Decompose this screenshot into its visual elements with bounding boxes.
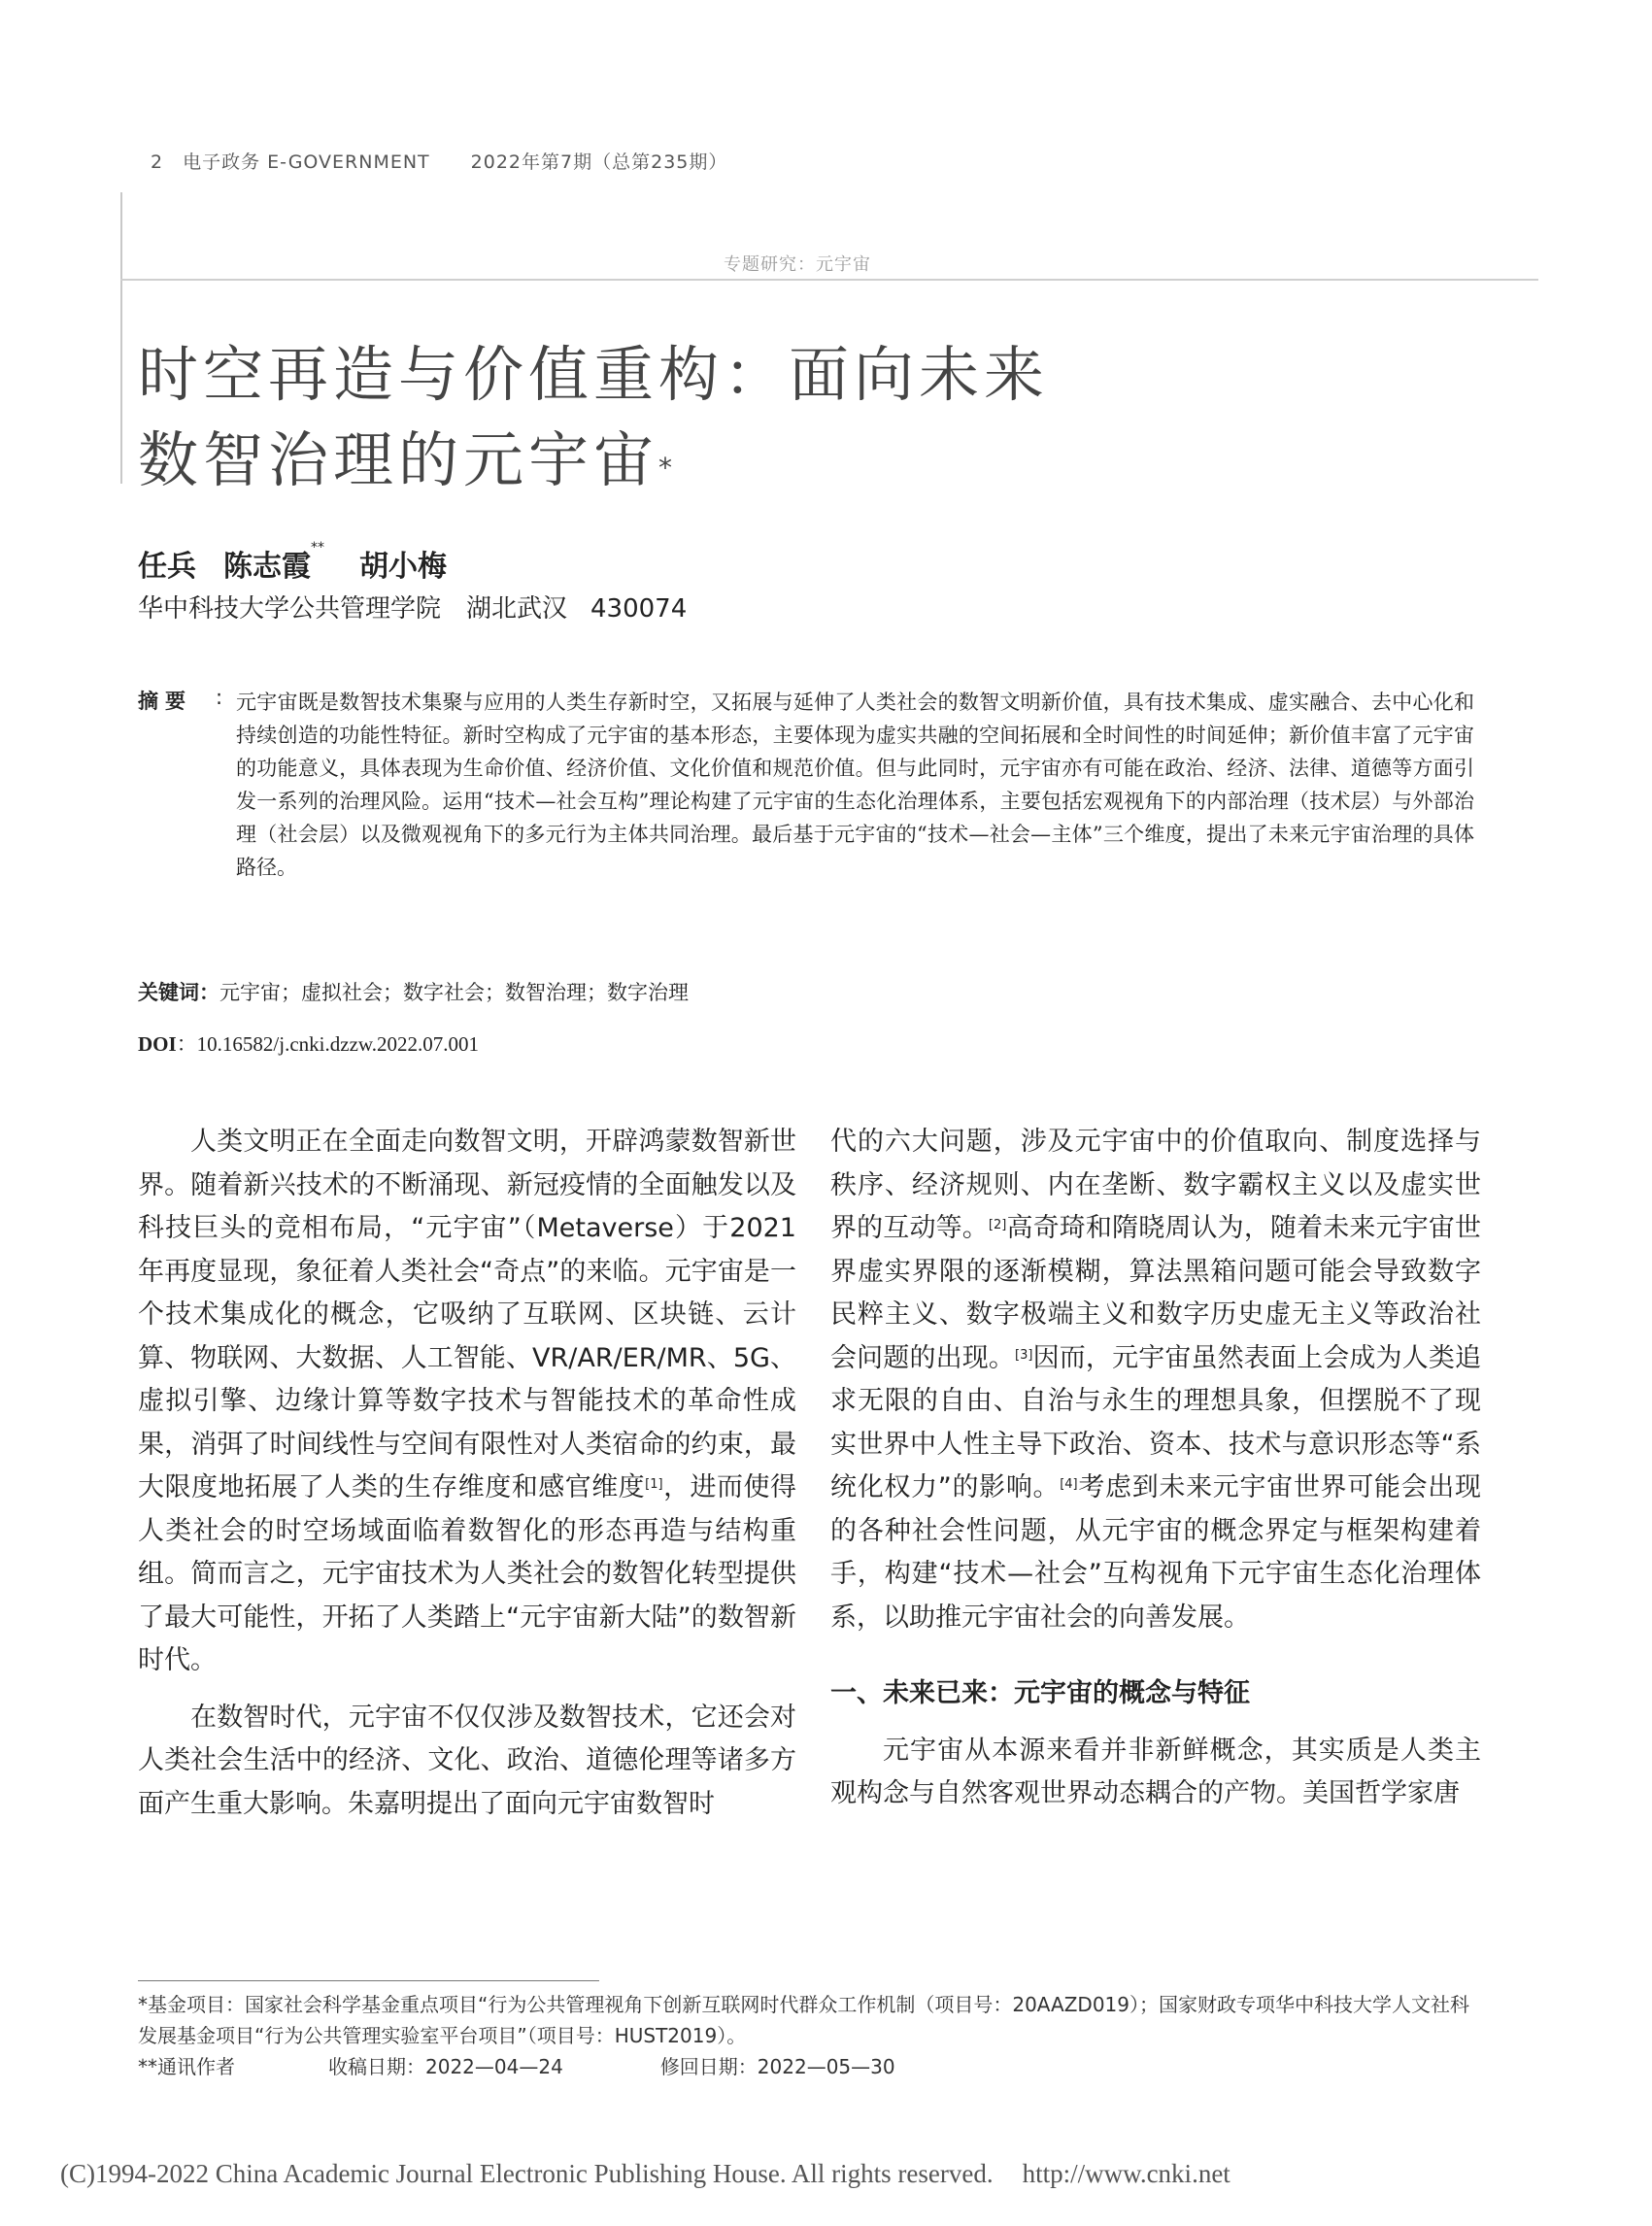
doi-label: DOI <box>138 1032 177 1056</box>
paragraph: 人类文明正在全面走向数智文明，开辟鸿蒙数智新世界。随着新兴技术的不断涌现、新冠疫情的全面触发以及科技巨头的竞相布局，“元宇宙”（Metaverse）于2021年再度显现，象征着人类社会“奇点”的来临。元宇宙是一个技术集成化的概念，它吸纳了互联网、区块链、云计算、物联网、大数据、人工智能、VR/AR/ER/MR、5G、虚拟引擎、边缘计算等数字技术与智能技术的革命性成果，消弭了时间线性与空间有限性对人类宿命的约束，最大限度地拓展了人类的生存维度和感官维度[1]，进而使得人类社会的时空场域面临着数智化的形态再造与结构重组。简而言之，元宇宙技术为人类社会的数智化转型提供了最大可能性，开拓了人类踏上“元宇宙新大陆”的数智新时代。 <box>138 1127 797 1675</box>
footnotes <box>138 1989 1483 2082</box>
paragraph: 在数智时代，元宇宙不仅仅涉及数智技术，它还会对人类社会生活中的经济、文化、政治、道德伦理等诸多方面产生重大影响。朱嘉明提出了面向元宇宙数智时 <box>138 1702 796 1819</box>
citation-1: [1] <box>645 1477 663 1492</box>
header-vertical-rule <box>120 192 122 484</box>
page-number: 2 <box>151 152 164 173</box>
footnote-rule <box>138 1980 599 1981</box>
keywords-value: 元宇宙；虚拟社会；数字社会；数智治理；数字治理 <box>219 981 689 1004</box>
cnki-link[interactable]: http://www.cnki.net <box>1022 2159 1231 2188</box>
abstract-text: 元宇宙既是数智技术集聚与应用的人类生存新时空，又拓展与延伸了人类社会的数智文明新价值，具有技术集成、虚实融合、去中心化和持续创造的功能性特征。新时空构成了元宇宙的基本形态，主要体现为虚实共融的空间拓展和全时间性的时间延伸；新价值丰富了元宇宙的功能意义，具体表现为生命价值、经济价值、文化价值和规范价值。但与此同时，元宇宙亦有可能在政治、经济、法律、道德等方面引发一系列的治理风险。运用“技术—社会互构”理论构建了元宇宙的生态化治理体系，主要包括宏观视角下的内部治理（技术层）与外部治理（社会层）以及微观视角下的多元行为主体共同治理。最后基于元宇宙的“技术—社会—主体”三个维度，提出了未来元宇宙治理的具体路径。 <box>236 691 1474 879</box>
title-footnote-mark: * <box>658 452 673 484</box>
revised-date: 修回日期：2022—05—30 <box>659 2055 895 2078</box>
affiliation <box>138 589 687 624</box>
corresponding-author-note: **通讯作者 <box>138 2055 235 2078</box>
keywords <box>138 977 689 1006</box>
fund-footnote: *基金项目：国家社会科学基金重点项目“行为公共管理视角下创新互联网时代群众工作机制（项目号：20AAZD019）；国家财政专项华中科技大学人文社科发展基金项目“行为公共管理实验室平台项目”（项目号：HUST2019）。 <box>138 1993 1470 2047</box>
body-right-column <box>830 1121 1481 1816</box>
title-line-2 <box>138 418 1303 503</box>
affiliation-org: 华中科技大学公共管理学院 湖北武汉 <box>138 594 568 624</box>
doi <box>138 1029 479 1058</box>
author-list <box>138 542 447 585</box>
title-line-2-text: 数智治理的元宇宙 <box>138 424 659 495</box>
copyright-line <box>60 2159 1231 2189</box>
keywords-label: 关键词： <box>138 981 219 1004</box>
doi-value: ：10.16582/j.cnki.dzzw.2022.07.001 <box>176 1032 479 1056</box>
article-title <box>138 332 1303 503</box>
author-1: 任兵 <box>138 550 196 584</box>
issue-info: 2022年第7期（总第235期） <box>470 152 728 173</box>
section-heading: 一、未来已来：元宇宙的概念与特征 <box>830 1678 1250 1708</box>
received-date: 收稿日期：2022—04—24 <box>328 2055 563 2078</box>
copyright-text: (C)1994-2022 China Academic Journal Electronic Publishing House. All rights reserved. <box>60 2159 994 2188</box>
author-2: 陈志霞 <box>223 550 311 584</box>
abstract-colon: : <box>216 686 223 709</box>
running-header <box>151 148 727 174</box>
journal-name: 电子政务 E-GOVERNMENT <box>183 152 430 173</box>
paragraph: 元宇宙从本源来看并非新鲜概念，其实质是人类主观构念与自然客观世界动态耦合的产物。美国哲学家唐 <box>830 1735 1481 1808</box>
affiliation-zip: 430074 <box>590 594 688 624</box>
author-2-mark: ** <box>311 540 324 556</box>
title-line-1: 时空再造与价值重构：面向未来 <box>138 339 1050 410</box>
abstract-label: 摘要 <box>138 690 192 713</box>
author-3: 胡小梅 <box>359 550 447 584</box>
header-horizontal-rule <box>120 279 1538 281</box>
citation-4: [4] <box>1060 1477 1078 1492</box>
citation-2: [2] <box>988 1218 1007 1232</box>
body-left-column <box>138 1121 796 1826</box>
section-label: 专题研究：元宇宙 <box>724 254 871 275</box>
paragraph: 代的六大问题，涉及元宇宙中的价值取向、制度选择与秩序、经济规则、内在垄断、数字霸权主义以及虚实世界的互动等。[2]高奇琦和隋晓周认为，随着未来元宇宙世界虚实界限的逐渐模糊，算法黑箱问题可能会导致数字民粹主义、数字极端主义和数字历史虚无主义等政治社会问题的出现。[3]因而，元宇宙虽然表面上会成为人类追求无限的自由、自治与永生的理想具象，但摆脱不了现实世界中人性主导下政治、资本、技术与意识形态等“系统化权力”的影响。[4]考虑到未来元宇宙世界可能会出现的各种社会性问题，从元宇宙的概念界定与框架构建着手，构建“技术—社会”互构视角下元宇宙生态化治理体系，以助推元宇宙社会的向善发展。 <box>830 1127 1482 1633</box>
dates-footnote <box>138 2051 1483 2082</box>
citation-3: [3] <box>1015 1347 1033 1363</box>
